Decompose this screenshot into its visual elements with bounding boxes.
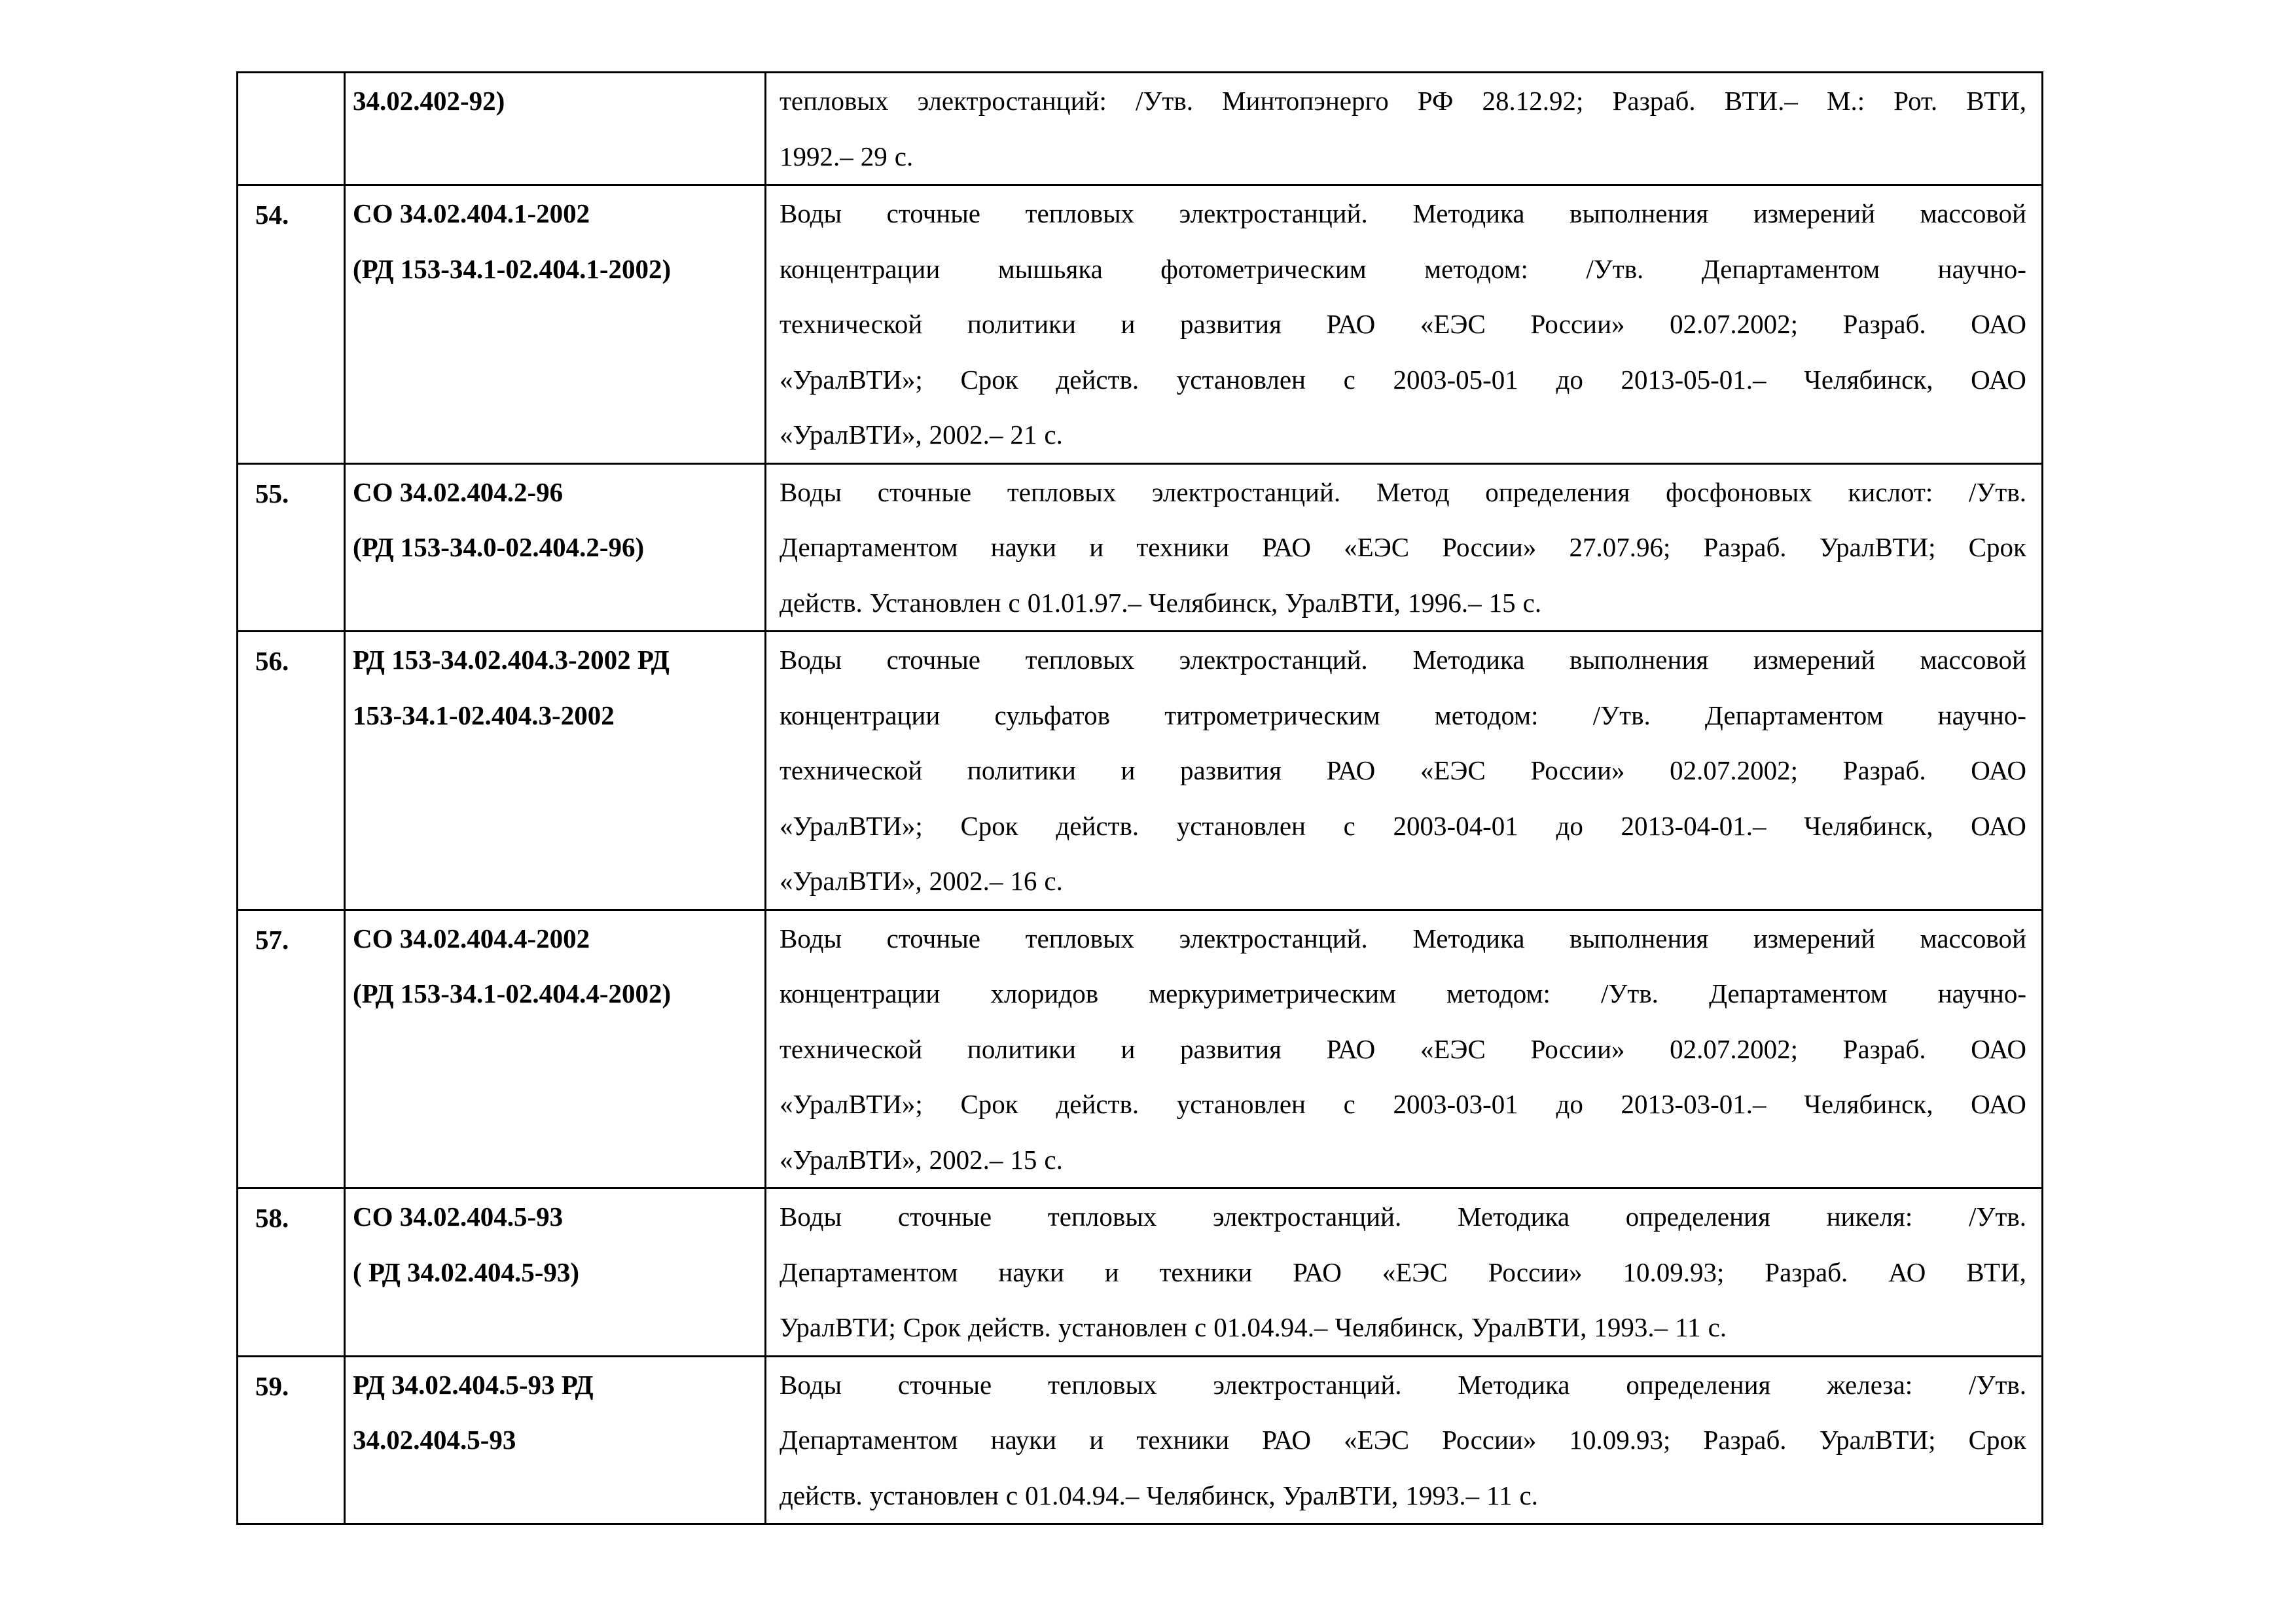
description-word: Воды	[780, 198, 842, 228]
description-word: выполнения	[1570, 198, 1709, 228]
description-word: массовой	[1920, 198, 2026, 228]
description-word: «УралВТИ»;	[780, 1089, 923, 1119]
description-word: с.	[1519, 1480, 1538, 1510]
description-word: «ЕЭС	[1382, 1257, 1448, 1287]
document-description-line	[766, 520, 2041, 575]
description-word: РАО	[1262, 1425, 1312, 1455]
description-word: 2003-05-01	[1393, 364, 1518, 395]
description-word: 2013-04-01.–	[1621, 810, 1767, 841]
document-code-line: СО 34.02.404.4-2002	[353, 923, 590, 954]
description-word: России»	[1442, 1425, 1537, 1455]
document-description-line	[766, 743, 2041, 798]
description-word: развития	[1180, 309, 1282, 339]
row-number: 58.	[255, 1203, 289, 1233]
row-number: 59.	[255, 1370, 289, 1401]
description-word: концентрации	[780, 253, 941, 284]
document-description-line	[766, 1245, 2041, 1300]
document-description-line	[766, 1300, 2041, 1355]
document-code-line: ( РД 34.02.404.5-93)	[353, 1257, 580, 1287]
description-word: /Утв.	[1969, 1202, 2026, 1232]
description-word: Челябинск,	[1146, 1480, 1276, 1510]
description-word: концентрации	[780, 978, 941, 1008]
description-word: мышьяка	[997, 253, 1103, 284]
description-word: /Утв.	[1969, 1369, 2026, 1400]
description-word: электростанций.	[1213, 1369, 1402, 1400]
description-word: с	[1008, 587, 1020, 618]
description-word: действ.	[968, 1312, 1051, 1342]
description-word: 2003-04-01	[1393, 810, 1518, 841]
description-word: установлен	[1176, 810, 1306, 841]
document-description-line	[766, 632, 2041, 688]
description-word: Разраб.	[1703, 532, 1787, 562]
description-word: техники	[1159, 1257, 1253, 1287]
document-description-cell	[766, 910, 2043, 1188]
description-word: до	[1556, 810, 1583, 841]
description-word: концентрации	[780, 700, 941, 730]
description-word: «ЕЭС	[1420, 1033, 1486, 1064]
document-description-line	[766, 688, 2041, 743]
description-word: с.	[1044, 419, 1063, 450]
description-word: и	[1089, 532, 1104, 562]
description-word: Департаментом	[780, 532, 958, 562]
description-word: РАО	[1326, 755, 1376, 785]
description-word: «УралВТИ»;	[780, 810, 923, 841]
document-description-line	[766, 186, 2041, 241]
document-code-line: 153-34.1-02.404.3-2002	[353, 700, 615, 730]
description-word: действ.	[1056, 1089, 1139, 1119]
document-description-line	[766, 296, 2041, 352]
description-word: 15	[1488, 587, 1516, 618]
description-word: методом:	[1434, 700, 1539, 730]
description-word: с.	[1044, 866, 1063, 896]
description-word: установлен	[1176, 1089, 1306, 1119]
document-description-line	[766, 1077, 2041, 1132]
document-description-line	[766, 352, 2041, 408]
document-description-line	[766, 1412, 2041, 1468]
description-word: Разраб.	[1842, 1033, 1926, 1064]
description-word: РФ	[1417, 86, 1454, 116]
description-word: 11	[1675, 1312, 1701, 1342]
description-word: электростанций:	[917, 86, 1107, 116]
document-code-line: (РД 153-34.0-02.404.2-96)	[353, 532, 645, 562]
description-word: России»	[1530, 755, 1625, 785]
description-word: УралВТИ;	[780, 1312, 896, 1342]
description-word: кислот:	[1848, 476, 1933, 507]
description-word: установлен	[1176, 364, 1306, 395]
description-word: измерений	[1753, 923, 1876, 954]
description-word: РАО	[1262, 532, 1312, 562]
description-word: электростанций.	[1179, 923, 1368, 954]
description-word: 2003-03-01	[1393, 1089, 1518, 1119]
description-word: никеля:	[1826, 1202, 1913, 1232]
document-code-cell	[345, 1356, 766, 1524]
description-word: Челябинск,	[1804, 810, 1933, 841]
description-word: ОАО	[1971, 755, 2026, 785]
description-word: Департаментом	[780, 1425, 958, 1455]
description-word: «ЕЭС	[1420, 755, 1486, 785]
document-code-line: СО 34.02.404.5-93	[353, 1202, 564, 1232]
description-word: Разраб.	[1842, 755, 1926, 785]
row-number: 56.	[255, 646, 289, 676]
description-word: Челябинск,	[1804, 364, 1933, 395]
description-word: 02.07.2002;	[1670, 1033, 1799, 1064]
description-word: с.	[1044, 1144, 1063, 1175]
description-word: ОАО	[1971, 364, 2026, 395]
description-word: Воды	[780, 476, 842, 507]
description-word: 21	[1010, 419, 1037, 450]
description-word: науки	[998, 1257, 1064, 1287]
table-row	[238, 1356, 2043, 1524]
description-word: России»	[1530, 309, 1625, 339]
document-code-cell	[345, 463, 766, 632]
description-word: с	[1343, 1089, 1355, 1119]
document-description-line	[766, 1357, 2041, 1413]
document-description-line	[766, 853, 2041, 909]
description-word: и	[1121, 309, 1136, 339]
document-description-line	[766, 241, 2041, 297]
description-word: ВТИ.–	[1724, 86, 1798, 116]
description-word: Разраб.	[1703, 1425, 1787, 1455]
document-description-cell	[766, 463, 2043, 632]
description-word: с	[1343, 364, 1355, 395]
description-word: /Утв.	[1592, 700, 1651, 730]
description-word: 1993.–	[1405, 1480, 1480, 1510]
description-word: массовой	[1920, 923, 2026, 954]
description-word: развития	[1180, 1033, 1282, 1064]
document-description-line	[766, 575, 2041, 631]
row-number-cell	[238, 632, 345, 910]
description-word: действ.	[1056, 364, 1139, 395]
description-word: 10.09.93;	[1623, 1257, 1725, 1287]
description-word: и	[1121, 755, 1136, 785]
description-word: УралВТИ,	[1282, 1480, 1399, 1510]
description-word: научно-	[1937, 253, 2026, 284]
description-word: Воды	[780, 1369, 842, 1400]
description-word: «ЕЭС	[1344, 1425, 1410, 1455]
description-word: /Утв.	[1586, 253, 1644, 284]
description-word: Разраб.	[1765, 1257, 1848, 1287]
description-word: Департаментом	[1704, 700, 1884, 730]
document-code-line: 34.02.404.5-93	[353, 1425, 516, 1455]
description-word: РАО	[1326, 309, 1376, 339]
description-word: сточные	[886, 923, 980, 954]
description-word: России»	[1488, 1257, 1583, 1287]
description-word: 01.04.94.–	[1025, 1480, 1139, 1510]
description-word: тепловых	[1025, 198, 1135, 228]
description-word: тепловых	[1025, 923, 1135, 954]
table-row	[238, 1188, 2043, 1357]
description-word: титрометрическим	[1164, 700, 1380, 730]
description-word: сточные	[897, 1202, 992, 1232]
description-word: технической	[780, 755, 923, 785]
description-word: измерений	[1753, 198, 1876, 228]
description-word: сточные	[877, 476, 972, 507]
description-word: с	[1343, 810, 1355, 841]
description-word: УралВТИ,	[1285, 587, 1401, 618]
description-word: 16	[1010, 866, 1037, 896]
description-word: Методика	[1457, 1202, 1570, 1232]
description-word: установлен	[1058, 1312, 1187, 1342]
document-description-line	[766, 798, 2041, 854]
description-word: науки	[990, 532, 1057, 562]
description-word: 1992.–	[780, 141, 853, 171]
row-number: 54.	[255, 200, 289, 230]
description-word: 1993.–	[1594, 1312, 1668, 1342]
description-word: Методика	[1458, 1369, 1570, 1400]
description-word: сточные	[897, 1369, 992, 1400]
description-word: до	[1556, 364, 1583, 395]
description-word: определения	[1625, 1202, 1770, 1232]
row-number-cell	[238, 185, 345, 464]
description-word: политики	[967, 1033, 1076, 1064]
description-word: 2002.–	[929, 866, 1003, 896]
description-word: России»	[1442, 532, 1537, 562]
document-code-line: РД 153-34.02.404.3-2002 РД	[353, 645, 670, 675]
document-code-line: СО 34.02.404.2-96	[353, 476, 564, 507]
description-word: Срок	[1968, 1425, 2026, 1455]
description-word: с.	[1708, 1312, 1727, 1342]
description-word: фотометрическим	[1160, 253, 1367, 284]
document-description-line	[766, 465, 2041, 520]
document-code-line: (РД 153-34.1-02.404.1-2002)	[353, 253, 672, 284]
description-word: «ЕЭС	[1344, 532, 1410, 562]
description-word: «УралВТИ»,	[780, 419, 922, 450]
description-word: хлоридов	[990, 978, 1099, 1008]
description-word: научно-	[1937, 978, 2026, 1008]
document-code-cell	[345, 910, 766, 1188]
document-description-line	[766, 1189, 2041, 1245]
table-row	[238, 73, 2043, 185]
document-code-cell	[345, 73, 766, 185]
description-word: измерений	[1753, 645, 1876, 675]
description-word: Методика	[1412, 198, 1525, 228]
description-word: «УралВТИ»,	[780, 1144, 922, 1175]
description-word: 28.12.92;	[1482, 86, 1584, 116]
description-word: Департаментом	[1701, 253, 1880, 284]
document-code-cell	[345, 1188, 766, 1357]
description-word: электростанций.	[1179, 198, 1368, 228]
description-word: ОАО	[1971, 309, 2026, 339]
description-word: и	[1104, 1257, 1119, 1287]
description-word: Челябинск,	[1148, 587, 1278, 618]
description-word: 29	[860, 141, 888, 171]
description-word: до	[1556, 1089, 1583, 1119]
description-word: УралВТИ;	[1819, 532, 1936, 562]
description-word: /Утв.	[1136, 86, 1193, 116]
description-word: с	[1005, 1480, 1018, 1510]
description-word: Установлен	[869, 587, 1001, 618]
row-number-cell	[238, 910, 345, 1188]
description-word: действ.	[1056, 810, 1139, 841]
description-word: Разраб.	[1842, 309, 1926, 339]
row-number: 55.	[255, 478, 289, 508]
description-word: методом:	[1446, 978, 1551, 1008]
description-word: сточные	[886, 645, 980, 675]
description-word: /Утв.	[1600, 978, 1659, 1008]
description-word: РАО	[1293, 1257, 1342, 1287]
document-code-line: (РД 153-34.1-02.404.4-2002)	[353, 978, 672, 1008]
document-description-cell	[766, 185, 2043, 464]
description-word: и	[1089, 1425, 1104, 1455]
document-description-line	[766, 1132, 2041, 1188]
description-word: Воды	[780, 923, 842, 954]
row-number-cell	[238, 1356, 345, 1524]
description-word: сточные	[886, 198, 980, 228]
document-code-line: СО 34.02.404.1-2002	[353, 198, 590, 228]
description-word: электростанций.	[1179, 645, 1368, 675]
description-word: с.	[1522, 587, 1542, 618]
description-word: 02.07.2002;	[1670, 755, 1799, 785]
document-description-line	[766, 1022, 2041, 1077]
document-description-cell	[766, 632, 2043, 910]
description-word: Разраб.	[1612, 86, 1696, 116]
table-row	[238, 185, 2043, 464]
table-row	[238, 632, 2043, 910]
table-row	[238, 910, 2043, 1188]
description-word: «УралВТИ»,	[780, 866, 922, 896]
description-word: установлен	[869, 1480, 999, 1510]
description-word: развития	[1180, 755, 1282, 785]
description-word: 15	[1010, 1144, 1037, 1175]
description-word: научно-	[1937, 700, 2026, 730]
description-word: Срок	[960, 810, 1018, 841]
description-word: «ЕЭС	[1420, 309, 1486, 339]
description-word: и	[1121, 1033, 1136, 1064]
description-word: действ.	[780, 1480, 863, 1510]
description-word: сульфатов	[994, 700, 1110, 730]
description-word: 2013-03-01.–	[1621, 1089, 1767, 1119]
description-word: массовой	[1920, 645, 2026, 675]
description-word: политики	[967, 309, 1076, 339]
description-word: Срок	[960, 1089, 1018, 1119]
row-number	[238, 73, 344, 130]
document-description-line	[766, 911, 2041, 967]
description-word: 27.07.96;	[1569, 532, 1671, 562]
description-word: определения	[1626, 1369, 1771, 1400]
description-word: Методика	[1412, 923, 1525, 954]
description-word: тепловых	[1007, 476, 1117, 507]
description-word: науки	[990, 1425, 1057, 1455]
description-word: М.:	[1827, 86, 1865, 116]
description-word: 2013-05-01.–	[1621, 364, 1767, 395]
description-word: 2002.–	[929, 1144, 1003, 1175]
description-word: Департаментом	[1709, 978, 1888, 1008]
description-word: техники	[1136, 532, 1230, 562]
description-word: Департаментом	[780, 1257, 958, 1287]
description-word: АО	[1888, 1257, 1926, 1287]
description-word: УралВТИ;	[1819, 1425, 1936, 1455]
description-word: выполнения	[1570, 923, 1709, 954]
description-word: 10.09.93;	[1569, 1425, 1671, 1455]
description-word: Минтопэнерго	[1222, 86, 1389, 116]
row-number-cell	[238, 463, 345, 632]
description-word: Срок	[903, 1312, 961, 1342]
description-word: 2002.–	[929, 419, 1003, 450]
description-word: тепловых	[1047, 1202, 1157, 1232]
description-word: Метод	[1376, 476, 1450, 507]
description-word: фосфоновых	[1666, 476, 1812, 507]
description-word: электростанций.	[1152, 476, 1341, 507]
description-word: электростанций.	[1213, 1202, 1402, 1232]
document-description-cell	[766, 1188, 2043, 1357]
description-word: Челябинск,	[1335, 1312, 1464, 1342]
document-code-cell	[345, 185, 766, 464]
description-word: России»	[1530, 1033, 1625, 1064]
description-word: ОАО	[1971, 1089, 2026, 1119]
description-word: действ.	[780, 587, 863, 618]
description-word: с	[1194, 1312, 1207, 1342]
description-word: ВТИ,	[1966, 1257, 2026, 1287]
row-number: 57.	[255, 924, 289, 955]
table-row	[238, 463, 2043, 632]
description-word: Рот.	[1893, 86, 1938, 116]
description-word: 02.07.2002;	[1670, 309, 1799, 339]
description-word: «УралВТИ»;	[780, 364, 923, 395]
document-code-cell	[345, 632, 766, 910]
description-word: Воды	[780, 645, 842, 675]
description-word: выполнения	[1570, 645, 1709, 675]
document-description-line	[766, 73, 2041, 129]
standards-table-body	[238, 73, 2043, 1524]
description-word: тепловых	[1025, 645, 1135, 675]
row-number-cell	[238, 1188, 345, 1357]
description-word: политики	[967, 755, 1076, 785]
description-word: ОАО	[1971, 810, 2026, 841]
description-word: /Утв.	[1969, 476, 2026, 507]
row-number-cell	[238, 73, 345, 185]
document-description-line	[766, 129, 2041, 185]
document-description-cell	[766, 1356, 2043, 1524]
document-code-line: РД 34.02.404.5-93 РД	[353, 1369, 594, 1400]
description-word: определения	[1485, 476, 1630, 507]
description-word: тепловых	[780, 86, 889, 116]
description-word: ОАО	[1971, 1033, 2026, 1064]
description-word: с.	[894, 141, 914, 171]
description-word: Воды	[780, 1202, 842, 1232]
description-word: технической	[780, 309, 923, 339]
description-word: Срок	[1968, 532, 2026, 562]
document-description-line	[766, 1468, 2041, 1524]
description-word: Срок	[960, 364, 1018, 395]
description-word: технической	[780, 1033, 923, 1064]
description-word: техники	[1136, 1425, 1230, 1455]
description-word: 01.01.97.–	[1027, 587, 1141, 618]
description-word: железа:	[1827, 1369, 1913, 1400]
description-word: меркуриметрическим	[1149, 978, 1396, 1008]
standards-table	[236, 71, 2043, 1525]
description-word: 11	[1486, 1480, 1513, 1510]
description-word: Методика	[1412, 645, 1525, 675]
document-description-line	[766, 966, 2041, 1022]
description-word: ВТИ,	[1966, 86, 2026, 116]
document-description-cell	[766, 73, 2043, 185]
description-word: 1996.–	[1407, 587, 1482, 618]
description-word: тепловых	[1048, 1369, 1157, 1400]
description-word: РАО	[1326, 1033, 1376, 1064]
description-word: 01.04.94.–	[1213, 1312, 1328, 1342]
document-code-line: 34.02.402-92)	[353, 86, 505, 116]
description-word: методом:	[1424, 253, 1528, 284]
description-word: УралВТИ,	[1471, 1312, 1587, 1342]
document-description-line	[766, 407, 2041, 463]
description-word: Челябинск,	[1804, 1089, 1933, 1119]
